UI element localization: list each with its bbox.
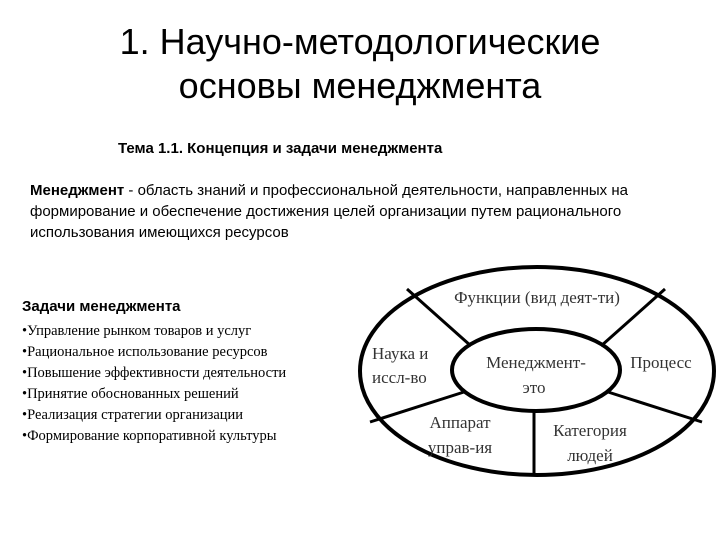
definition-term: Менеджмент bbox=[30, 182, 125, 199]
list-item: •Управление рынком товаров и услуг bbox=[22, 323, 252, 339]
center-label-1: Менеджмент- bbox=[486, 353, 586, 372]
list-item: •Формирование корпоративной культуры bbox=[22, 428, 277, 444]
definition-text: - область знаний и профессиональной деятельности, направленных на формирование и обеспечение достижения целей организации путем рационального использования имеющихся ресурсов bbox=[30, 182, 628, 241]
segment-top-label: Функции (вид деят-ти) bbox=[454, 288, 620, 307]
segment-bottom-right-label-2: людей bbox=[567, 446, 613, 465]
segment-left-label-1: Наука и bbox=[372, 344, 429, 363]
segment-bottom-right-label-1: Категория bbox=[553, 421, 627, 440]
segment-right-label: Процесс bbox=[630, 353, 692, 372]
list-item: •Повышение эффективности деятельности bbox=[22, 365, 287, 381]
list-item: •Принятие обоснованных решений bbox=[22, 386, 239, 402]
divider-bottom-right bbox=[608, 392, 702, 422]
page-title bbox=[0, 20, 720, 108]
definition-paragraph bbox=[30, 180, 690, 243]
list-item: •Реализация стратегии организации bbox=[22, 407, 244, 423]
management-diagram bbox=[356, 262, 718, 480]
segment-bottom-left-label-2: управ-ия bbox=[427, 438, 493, 457]
title-line-1: 1. Научно-методологические bbox=[119, 21, 601, 62]
tasks-list bbox=[22, 321, 286, 447]
segment-left-label-2: иссл-во bbox=[372, 368, 427, 387]
title-line-2: основы менеджмента bbox=[178, 65, 542, 106]
list-item: •Рациональное использование ресурсов bbox=[22, 344, 268, 360]
center-label-2: это bbox=[522, 378, 546, 397]
tasks-heading: Задачи менеджмента bbox=[22, 298, 181, 315]
topic-subtitle: Тема 1.1. Концепция и задачи менеджмента bbox=[118, 140, 443, 157]
segment-bottom-left-label-1: Аппарат bbox=[429, 413, 491, 432]
